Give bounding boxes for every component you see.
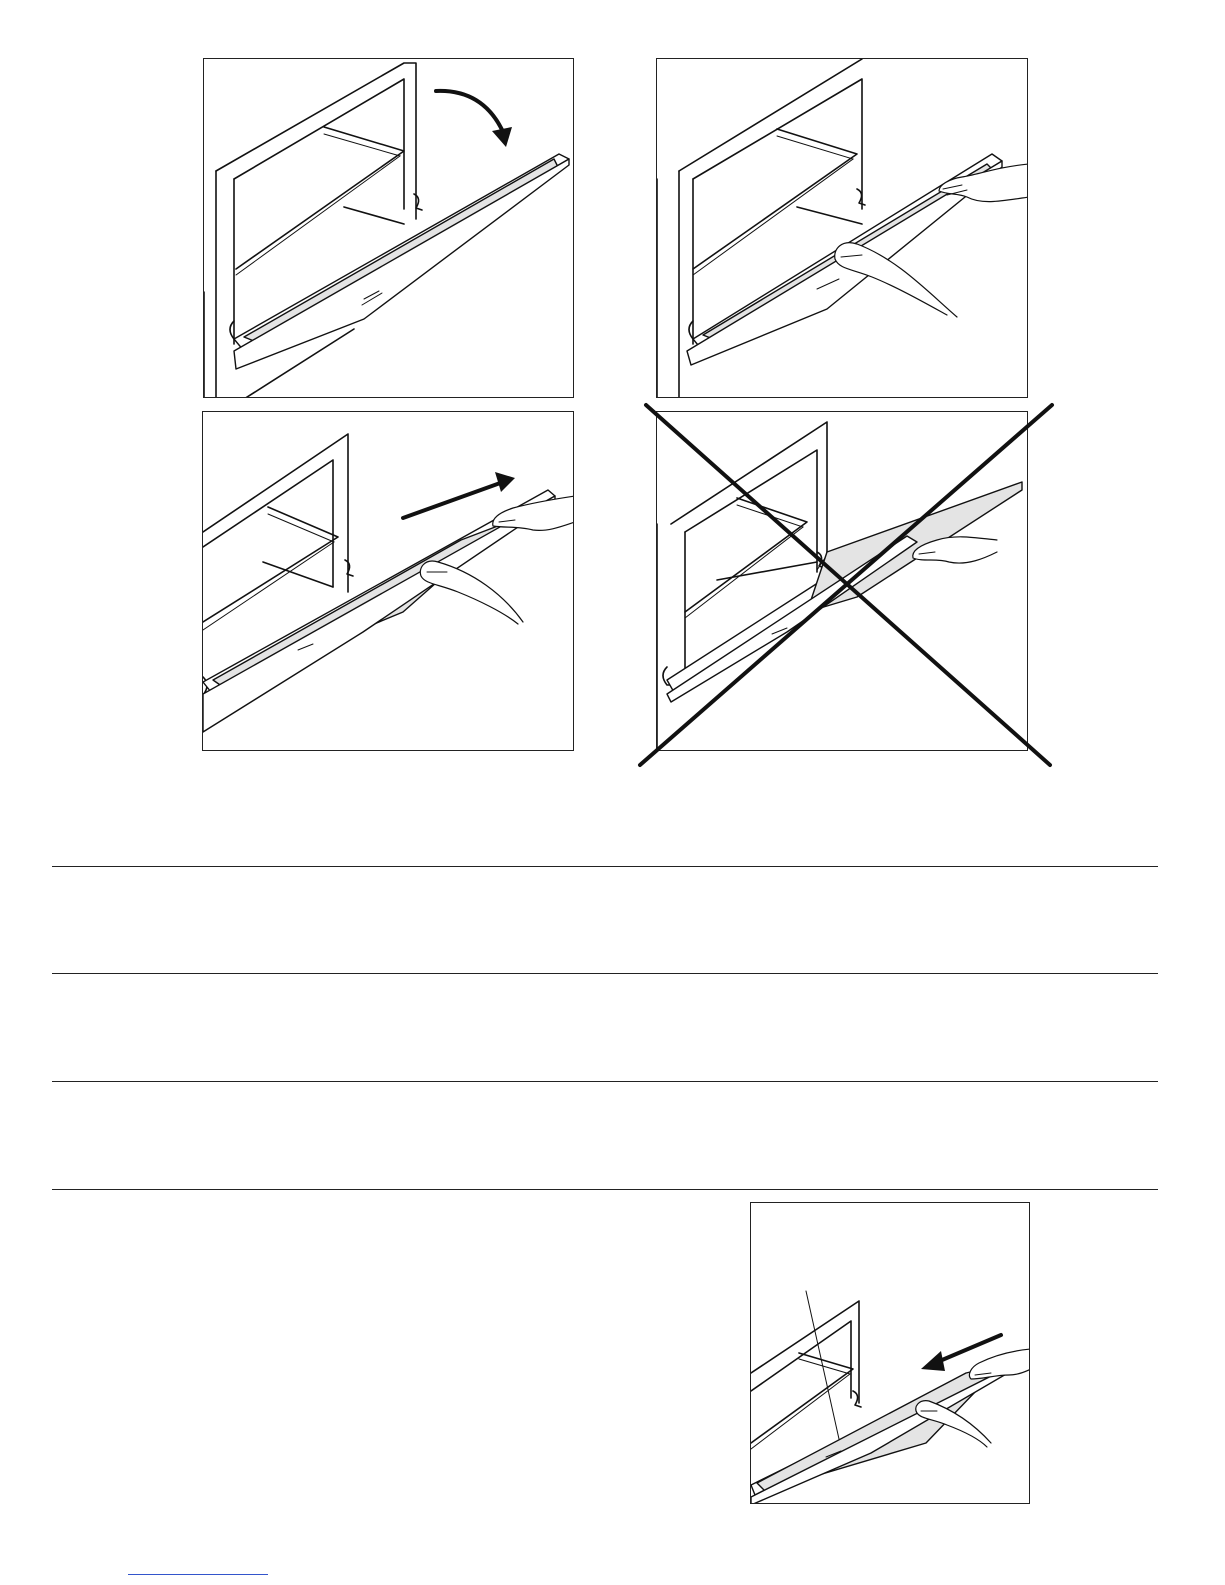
straight-arrow-icon: [403, 482, 503, 518]
separator-line: [52, 1081, 1158, 1082]
curved-arrow-icon: [436, 91, 504, 134]
figure-slide-out-step: [202, 411, 574, 751]
figure-door-open-step: [203, 58, 574, 398]
separator-line: [52, 1189, 1158, 1190]
figure-hands-grip-step: [656, 58, 1028, 398]
separator-line: [52, 866, 1158, 867]
separator-line: [52, 973, 1158, 974]
figure-slide-in-step: [750, 1202, 1030, 1504]
cross-out-icon: [630, 395, 1060, 770]
footer-link-underline[interactable]: [128, 1574, 268, 1575]
